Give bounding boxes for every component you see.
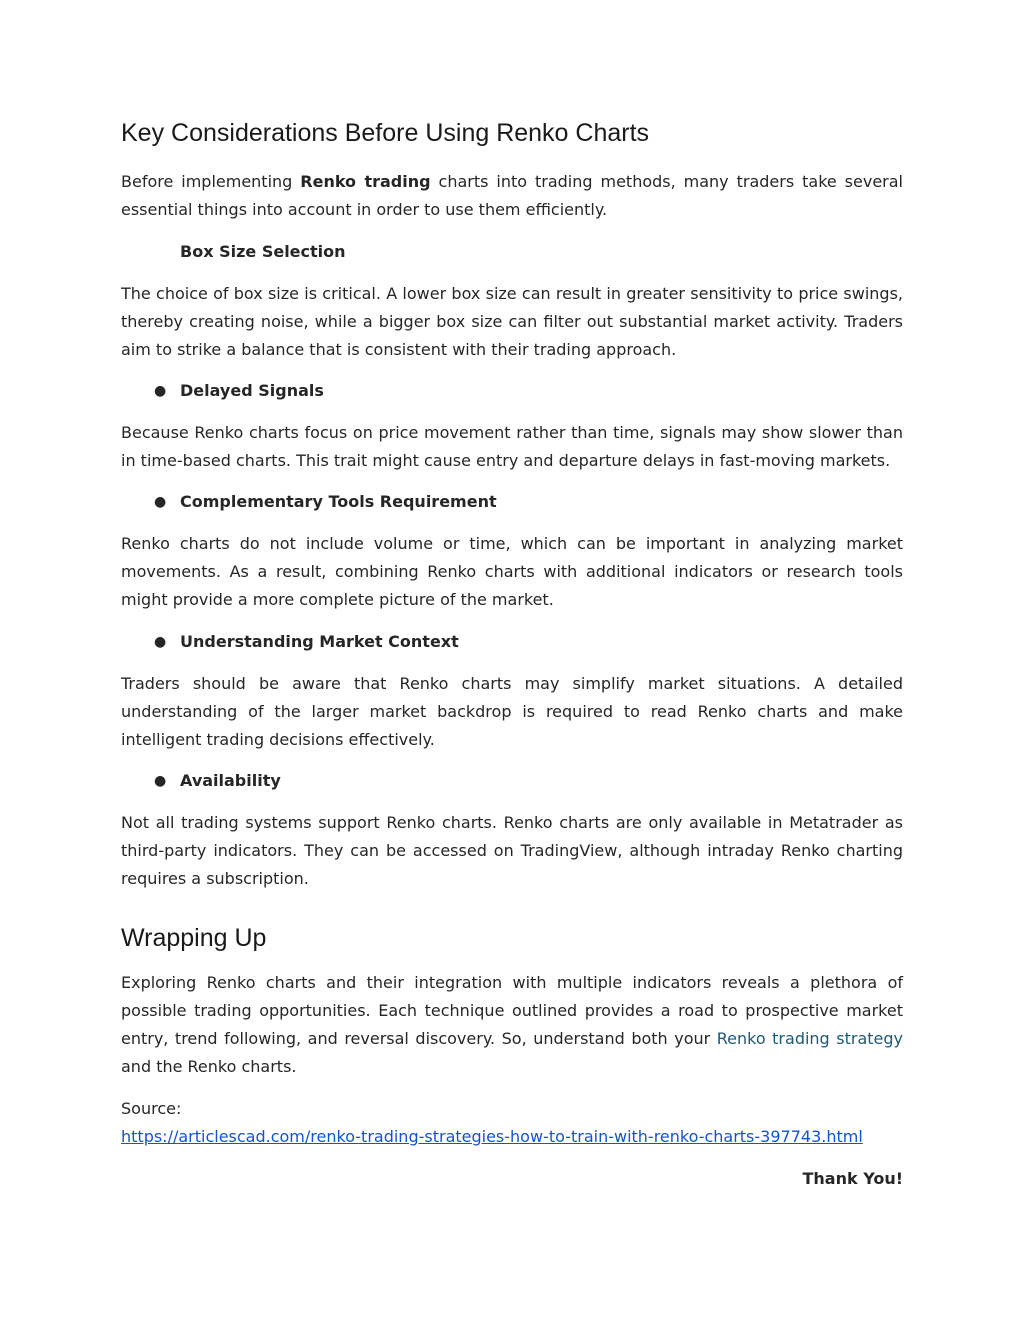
subheading-label: Availability	[180, 771, 281, 790]
source-block	[121, 1095, 903, 1151]
subheading-box-size-selection	[180, 238, 346, 266]
paragraph-delayed-signals: Because Renko charts focus on price movement rather than time, signals may show slower than in time-based charts. This trait might cause entry and departure delays in fast-moving markets.	[121, 423, 903, 470]
wrapping-body-suffix: and the Renko charts.	[121, 1057, 297, 1076]
intro-paragraph	[121, 168, 903, 224]
intro-bold-term: Renko trading	[300, 172, 431, 191]
source-label: Source:	[121, 1099, 182, 1118]
wrapping-body-prefix: Exploring Renko charts and their integration with multiple indicators reveals a plethora of possible trading opportunities. Each technique outlined provides a road to prospective market entry, trend following, and reversal discovery. So, understand both your	[121, 973, 903, 1048]
subheading-delayed-signals	[154, 377, 324, 405]
subheading-complementary-tools	[154, 488, 497, 516]
section-title-key-considerations: Key Considerations Before Using Renko Charts	[121, 119, 650, 147]
source-url-link[interactable]: https://articlescad.com/renko-trading-strategies-how-to-train-with-renko-charts-397743.html	[121, 1127, 863, 1146]
intro-suffix: charts into trading methods, many traders take several essential things into account in order to use them efficiently.	[121, 172, 903, 219]
bullet-icon: ●	[154, 634, 167, 650]
bullet-icon: ●	[154, 383, 167, 399]
subheading-label: Box Size Selection	[180, 242, 346, 261]
renko-trading-strategy-link[interactable]: Renko trading strategy	[716, 1029, 903, 1048]
bullet-icon: ●	[154, 773, 167, 789]
bullet-icon: ●	[154, 494, 167, 510]
subheading-label: Understanding Market Context	[180, 632, 459, 651]
subheading-market-context	[154, 628, 459, 656]
paragraph-wrapping-up	[121, 969, 903, 1081]
paragraph-complementary-tools: Renko charts do not include volume or time, which can be important in analyzing market movements. As a result, combining Renko charts with additional indicators or research tools might provide a more complete picture of the market.	[121, 534, 903, 609]
intro-prefix: Before implementing	[121, 172, 301, 191]
subheading-availability	[154, 767, 281, 795]
closing-text: Thank You!	[802, 1169, 903, 1188]
subheading-label: Delayed Signals	[180, 381, 324, 400]
paragraph-market-context: Traders should be aware that Renko charts may simplify market situations. A detailed understanding of the larger market backdrop is required to read Renko charts and make intelligent trading decisions effectively.	[121, 674, 903, 749]
section-title-wrapping-up: Wrapping Up	[121, 924, 267, 952]
paragraph-box-size-selection: The choice of box size is critical. A lower box size can result in greater sensitivity to price swings, thereby creating noise, while a bigger box size can filter out substantial market activity. Traders aim to strike a balance that is consistent with their trading approach.	[121, 284, 903, 359]
subheading-label: Complementary Tools Requirement	[180, 492, 497, 511]
paragraph-availability: Not all trading systems support Renko charts. Renko charts are only available in Metatrader as third-party indicators. They can be accessed on TradingView, although intraday Renko charting requires a subscription.	[121, 813, 903, 888]
